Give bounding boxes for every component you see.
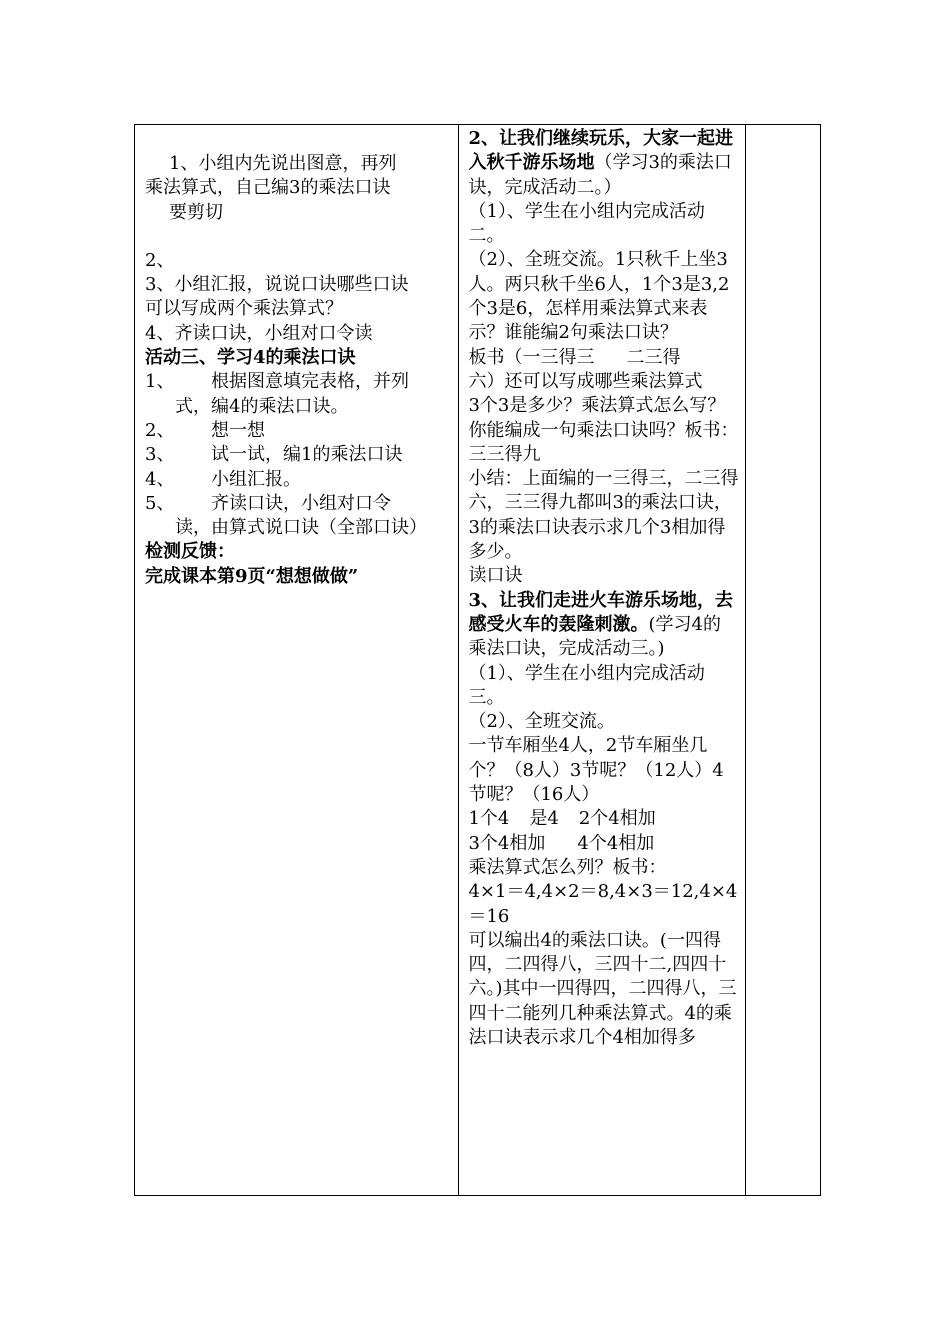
left-p3-line2: 可以写成两个乘法算式？ <box>145 298 343 320</box>
list-item: 5、 齐读口诀，小组对口令 <box>145 492 391 514</box>
section-two-read: 读口诀 <box>468 565 523 587</box>
section-three-step1: （1）、学生在小组内完成活动三。 <box>468 662 705 708</box>
left-p4: 4、齐读口诀，小组对口令读 <box>145 322 373 344</box>
left-p1-line2: 乘法算式，自己编3的乘法口诀 <box>145 177 391 199</box>
section-three-count1: 1个4 是4 2个4相加 <box>468 808 656 830</box>
section-three-formulas: 4×1＝4,4×2＝8,4×3＝12,4×4＝16 <box>468 881 738 927</box>
activity-three-heading: 活动三、学习4的乘法口诀 <box>145 347 356 369</box>
teacher-activity-cell <box>459 125 745 1196</box>
left-p1-line1: 1、小组内先说出图意，再列 <box>169 153 397 174</box>
section-two-summary: 小结：上面编的一三得三，二三得六，三三得九都叫3的乘法口诀，3的乘法口诀表示求几个3相加得多少。 <box>468 468 739 563</box>
list-item: 4、 小组汇报。 <box>145 468 301 490</box>
section-two-step1: （1）、学生在小组内完成活动二。 <box>468 200 705 247</box>
section-three-question: 一节车厢坐4人，2节车厢坐几个？（8人）3节呢？（12人）4节呢？（16人） <box>468 735 724 806</box>
board-writing: 板书（一三得三 二三得 <box>468 346 681 368</box>
notes-cell <box>745 125 820 1196</box>
list-item-cont: 读，由算式说口诀（全部口诀） <box>175 517 427 539</box>
section-two: 2、让我们继续玩乐，大家一起进入秋千游乐场地（学习3的乘法口诀，完成活动二。） <box>468 128 733 198</box>
left-p1-line3: 要剪切 <box>169 201 223 223</box>
list-item: 2、 想一想 <box>145 419 265 441</box>
section-two-step2: （2）、全班交流。1只秋千上坐3人。两只秋千坐6人，1个3是3,2个3是6，怎样用乘法算式来表示？谁能编2句乘法口诀？ <box>468 249 730 344</box>
spacer <box>145 225 450 249</box>
section-three-conclusion: 可以编出4的乘法口诀。(一四得四，二四得八，三四十二,四四十六。)其中一四得四，二四得八，三四十二能列几种乘法算式。4的乘法口诀表示求几个4相加得多 <box>468 929 737 1048</box>
list-item: 3、 试一试，编1的乘法口诀 <box>145 444 403 466</box>
section-three-step2: （2）、全班交流。 <box>468 711 615 733</box>
board-writing-cont: 六）还可以写成哪些乘法算式 <box>468 370 703 392</box>
left-p3-line1: 3、小组汇报，说说口诀哪些口诀 <box>145 274 409 296</box>
list-item-cont: 式，编4的乘法口诀。 <box>175 395 349 417</box>
table-row <box>135 125 821 1196</box>
lesson-plan-table <box>134 124 821 1196</box>
section-three-count2: 3个4相加 4个4相加 <box>468 832 655 854</box>
check-heading: 检测反馈： <box>145 541 235 563</box>
left-p2: 2、 <box>145 249 175 271</box>
section-three: 3、让我们走进火车游乐场地，去感受火车的轰隆刺激。(学习4的乘法口诀，完成活动三。) <box>468 589 733 660</box>
check-text: 完成课本第9页“想想做做” <box>145 565 359 587</box>
section-two-question: 3个3是多少？乘法算式怎么写？你能编成一句乘法口诀吗？板书：三三得九 <box>468 395 739 465</box>
student-activity-cell <box>135 125 459 1196</box>
list-item: 1、 根据图意填完表格，并列 <box>145 371 409 393</box>
section-three-board: 乘法算式怎么列？板书： <box>468 856 667 878</box>
